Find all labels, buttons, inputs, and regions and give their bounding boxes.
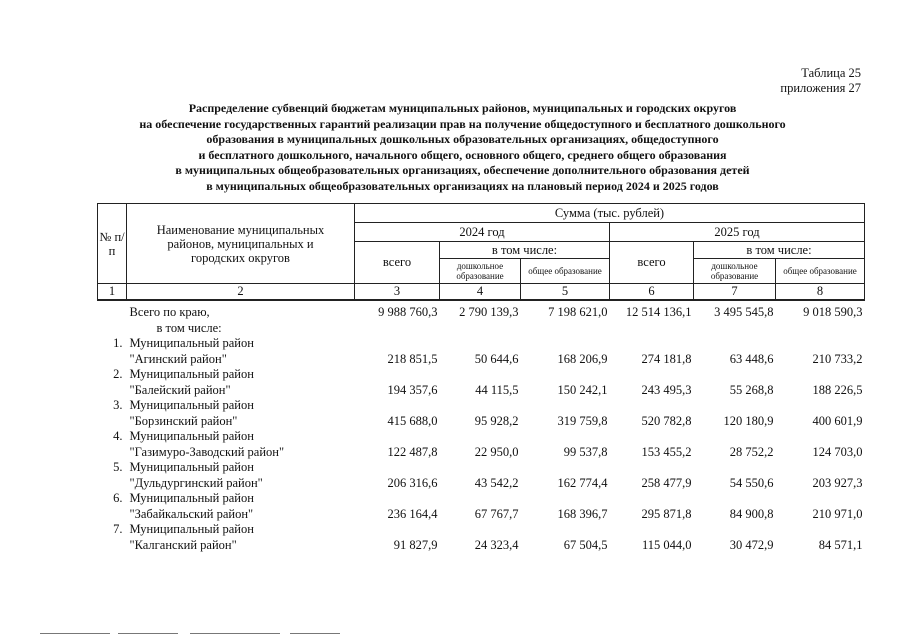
title-line: Распределение субвенций бюджетам муниципальных районов, муниципальных и городских округов: [188, 101, 737, 115]
header-sum: Сумма (тыс. рублей): [355, 204, 865, 223]
value-cell: 162 774,4: [557, 475, 608, 490]
value-cell: 84 571,1: [818, 537, 863, 552]
value-cell: 258 477,9: [641, 475, 692, 490]
municipality-title: "Агинский район": [129, 351, 227, 366]
municipality-name: [127, 336, 355, 367]
footer-rule: [40, 633, 110, 634]
value-cell: 210 733,2: [812, 351, 863, 366]
title-line: на обеспечение государственных гарантий реализации прав на получение общедоступного и бесплатного дошкольного: [139, 116, 786, 131]
column-number: 5: [521, 284, 610, 301]
column-number: 7: [694, 284, 776, 301]
municipality-type: Муниципальный район: [129, 398, 254, 412]
header-total-2025: всего: [610, 242, 694, 284]
title-line: в муниципальных общеобразовательных организациях на плановый период 2024 и 2025 годов: [206, 178, 719, 193]
row-index: 4.: [113, 429, 123, 443]
value-cell: 153 455,2: [641, 444, 692, 459]
header-number: № п/п: [98, 204, 127, 284]
value-cell: 54 550,6: [729, 475, 774, 490]
value-cell: 415 688,0: [387, 413, 438, 428]
value-cell: 99 537,8: [563, 444, 608, 459]
value-cell: 24 323,4: [474, 537, 519, 552]
column-number: 6: [610, 284, 694, 301]
value-cell: 120 180,9: [723, 413, 774, 428]
municipality-type: Муниципальный район: [129, 429, 254, 443]
table-number: Таблица 25: [801, 66, 861, 80]
municipality-title: "Забайкальский район": [129, 506, 254, 521]
header-incl-2024: в том числе:: [440, 242, 610, 259]
total-row: [98, 300, 865, 321]
table-row: [98, 429, 865, 460]
column-number: 3: [355, 284, 440, 301]
title-line: и бесплатного дошкольного, начального общего, основного общего, среднего общего образования: [198, 147, 727, 162]
appendix-number: приложения 27: [780, 81, 861, 95]
value-cell: 319 759,8: [557, 413, 608, 428]
value-cell: 236 164,4: [387, 506, 438, 521]
column-numbers-row: [98, 284, 865, 301]
value-cell: 150 242,1: [557, 382, 608, 397]
row-index: 5.: [113, 460, 123, 474]
footer-rule: [190, 633, 280, 634]
row-index: 2.: [113, 367, 123, 381]
row-index: 7.: [113, 522, 123, 536]
value-cell: 67 504,5: [563, 537, 608, 552]
value-cell: 28 752,2: [729, 444, 774, 459]
value-cell: 22 950,0: [474, 444, 519, 459]
table-reference: [780, 66, 861, 96]
table-row: [98, 367, 865, 398]
document-title: [40, 101, 885, 194]
value-cell: 55 268,8: [729, 382, 774, 397]
value-cell: 188 226,5: [812, 382, 863, 397]
title-line: в муниципальных общеобразовательных организациях, обеспечение дополнительного образования детей: [175, 163, 750, 177]
table-row: [98, 522, 865, 553]
municipality-title: "Дульдургинский район": [129, 475, 263, 490]
header-year-2025: 2025 год: [610, 223, 865, 242]
table-row: [98, 491, 865, 522]
municipality-title: "Борзинский район": [129, 413, 238, 428]
total-cell: 3 495 545,8: [714, 305, 774, 319]
municipality-type: Муниципальный район: [129, 460, 254, 474]
municipality-name: [127, 460, 355, 491]
value-cell: 203 927,3: [812, 475, 863, 490]
header-general-2025: общее образование: [776, 259, 865, 284]
municipality-type: Муниципальный район: [129, 491, 254, 505]
value-cell: 400 601,9: [812, 413, 863, 428]
value-cell: 115 044,0: [641, 537, 692, 552]
including-label: в том числе:: [156, 320, 222, 335]
title-line: образования в муниципальных дошкольных образовательных организациях, общедоступного: [206, 132, 719, 146]
municipality-name: [127, 522, 355, 553]
municipality-name: [127, 367, 355, 398]
subvention-table: [97, 203, 865, 553]
value-cell: 43 542,2: [474, 475, 519, 490]
header-general-2024: общее образование: [521, 259, 610, 284]
header-preschool-2024: дошкольное образование: [440, 259, 521, 284]
total-cell: 2 790 139,3: [459, 305, 519, 319]
total-cell: 9 018 590,3: [803, 305, 863, 319]
municipality-name: [127, 398, 355, 429]
value-cell: 520 782,8: [641, 413, 692, 428]
value-cell: 210 971,0: [812, 506, 863, 521]
municipality-type: Муниципальный район: [129, 367, 254, 381]
header-name: Наименование муниципальных районов, муниципальных и городских округов: [127, 204, 355, 284]
municipality-title: "Балейский район": [129, 382, 231, 397]
footer-rule: [118, 633, 178, 634]
value-cell: 30 472,9: [729, 537, 774, 552]
column-number: 8: [776, 284, 865, 301]
total-cell: 9 988 760,3: [378, 305, 438, 319]
value-cell: 243 495,3: [641, 382, 692, 397]
column-number: 2: [127, 284, 355, 301]
total-cell: 7 198 621,0: [548, 305, 608, 319]
including-row: [98, 321, 865, 337]
municipality-title: "Калганский район": [129, 537, 237, 552]
value-cell: 91 827,9: [393, 537, 438, 552]
value-cell: 274 181,8: [641, 351, 692, 366]
row-index: 3.: [113, 398, 123, 412]
value-cell: 50 644,6: [474, 351, 519, 366]
municipality-name: [127, 429, 355, 460]
header-incl-2025: в том числе:: [694, 242, 865, 259]
row-index: 1.: [113, 336, 123, 350]
total-row-label: Всего по краю,: [129, 305, 210, 319]
municipality-type: Муниципальный район: [129, 522, 254, 536]
table-row: [98, 460, 865, 491]
value-cell: 124 703,0: [812, 444, 863, 459]
table-row: [98, 398, 865, 429]
value-cell: 168 206,9: [557, 351, 608, 366]
value-cell: 295 871,8: [641, 506, 692, 521]
value-cell: 122 487,8: [387, 444, 438, 459]
municipality-type: Муниципальный район: [129, 336, 254, 350]
value-cell: 67 767,7: [474, 506, 519, 521]
column-number: 1: [98, 284, 127, 301]
total-cell: 12 514 136,1: [625, 305, 692, 319]
column-number: 4: [440, 284, 521, 301]
municipality-title: "Газимуро-Заводский район": [129, 444, 285, 459]
value-cell: 194 357,6: [387, 382, 438, 397]
value-cell: 218 851,5: [387, 351, 438, 366]
header-year-2024: 2024 год: [355, 223, 610, 242]
value-cell: 168 396,7: [557, 506, 608, 521]
table-row: [98, 336, 865, 367]
value-cell: 95 928,2: [474, 413, 519, 428]
value-cell: 63 448,6: [729, 351, 774, 366]
municipality-name: [127, 491, 355, 522]
header-total-2024: всего: [355, 242, 440, 284]
value-cell: 84 900,8: [729, 506, 774, 521]
row-index: 6.: [113, 491, 123, 505]
value-cell: 44 115,5: [475, 382, 519, 397]
header-preschool-2025: дошкольное образование: [694, 259, 776, 284]
footer-rule: [290, 633, 340, 634]
value-cell: 206 316,6: [387, 475, 438, 490]
